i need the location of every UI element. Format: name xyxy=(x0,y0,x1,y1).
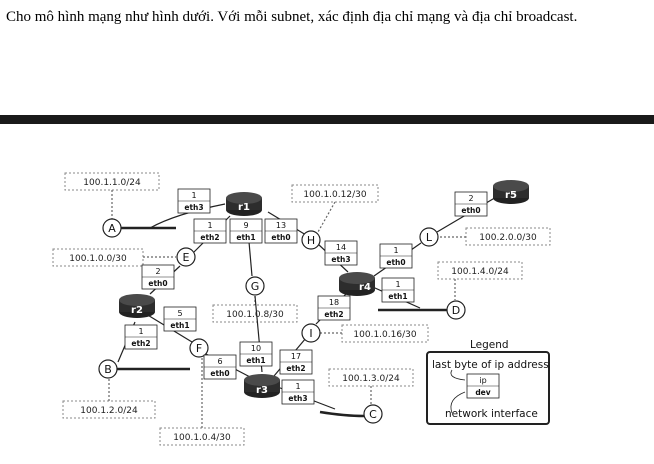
iface-r4-eth0 xyxy=(380,244,412,268)
svg-text:18: 18 xyxy=(328,298,340,307)
subnet-label-B xyxy=(63,401,155,418)
svg-text:eth3: eth3 xyxy=(184,203,204,212)
svg-text:r3: r3 xyxy=(256,385,268,396)
svg-text:100.1.1.0/24: 100.1.1.0/24 xyxy=(83,178,141,188)
subnet-label-I xyxy=(342,325,428,342)
svg-text:L: L xyxy=(425,231,433,244)
svg-text:1: 1 xyxy=(393,246,399,255)
svg-text:6: 6 xyxy=(217,357,223,366)
svg-text:eth0: eth0 xyxy=(271,233,291,242)
legend-title: Legend xyxy=(470,339,509,351)
svg-text:1: 1 xyxy=(207,221,213,230)
network-diagram xyxy=(0,124,654,464)
iface-r1-eth3 xyxy=(178,189,210,213)
svg-text:r2: r2 xyxy=(131,305,143,316)
subnet-circle-D xyxy=(447,301,465,319)
svg-text:100.1.4.0/24: 100.1.4.0/24 xyxy=(451,267,509,277)
svg-text:G: G xyxy=(250,280,260,293)
svg-text:100.2.0.0/30: 100.2.0.0/30 xyxy=(479,233,537,243)
svg-text:eth2: eth2 xyxy=(200,233,220,242)
iface-r4-eth2 xyxy=(318,296,350,320)
subnet-circle-C xyxy=(364,405,382,423)
svg-text:eth0: eth0 xyxy=(210,369,230,378)
svg-text:100.1.0.4/30: 100.1.0.4/30 xyxy=(173,433,231,443)
svg-text:100.1.0.0/30: 100.1.0.0/30 xyxy=(69,254,127,264)
subnet-label-C xyxy=(329,369,413,386)
svg-text:A: A xyxy=(108,222,116,235)
legend-ip: ip xyxy=(479,376,487,385)
subnet-circle-I xyxy=(302,324,320,342)
legend-ip-caption: last byte of ip address xyxy=(432,359,549,371)
iface-r1-eth2 xyxy=(194,219,226,243)
subnet-circle-A xyxy=(103,219,121,237)
svg-text:14: 14 xyxy=(335,243,347,252)
svg-text:eth0: eth0 xyxy=(461,206,481,215)
subnet-circle-F xyxy=(190,339,208,357)
svg-text:eth3: eth3 xyxy=(288,394,308,403)
svg-text:eth2: eth2 xyxy=(286,364,306,373)
svg-text:B: B xyxy=(104,363,112,376)
subnet-circle-H xyxy=(302,231,320,249)
svg-text:100.1.0.12/30: 100.1.0.12/30 xyxy=(303,190,367,200)
router-r1 xyxy=(226,192,262,216)
subnet-circle-L xyxy=(420,228,438,246)
svg-text:2: 2 xyxy=(468,194,474,203)
iface-r2-eth0 xyxy=(142,265,174,289)
subnet-label-G xyxy=(213,305,297,322)
svg-text:2: 2 xyxy=(155,267,161,276)
subnet-label-E xyxy=(53,249,143,266)
subnet-label-L xyxy=(466,228,550,245)
svg-text:eth0: eth0 xyxy=(386,258,406,267)
svg-text:eth1: eth1 xyxy=(388,292,408,301)
iface-r2-eth1 xyxy=(164,307,196,331)
svg-text:r1: r1 xyxy=(238,202,250,213)
subnet-label-D xyxy=(438,262,522,279)
iface-r1-eth1 xyxy=(230,219,262,243)
svg-text:E: E xyxy=(182,251,190,264)
iface-r3-eth3 xyxy=(282,380,314,404)
legend-dev: dev xyxy=(475,388,491,397)
svg-text:5: 5 xyxy=(177,309,183,318)
iface-r3-eth2 xyxy=(280,350,312,374)
svg-text:F: F xyxy=(195,342,203,355)
svg-text:100.1.0.16/30: 100.1.0.16/30 xyxy=(353,330,417,340)
iface-r3-eth0 xyxy=(204,355,236,379)
svg-text:1: 1 xyxy=(138,327,144,336)
svg-text:9: 9 xyxy=(243,221,249,230)
iface-r5-eth0 xyxy=(455,192,487,216)
subnet-label-H xyxy=(292,185,378,202)
svg-text:I: I xyxy=(309,327,313,340)
svg-text:10: 10 xyxy=(250,344,262,353)
svg-text:D: D xyxy=(451,304,461,317)
router-r4 xyxy=(339,272,375,296)
subnet-circle-E xyxy=(177,248,195,266)
svg-text:13: 13 xyxy=(275,221,287,230)
svg-text:C: C xyxy=(369,408,377,421)
svg-text:eth0: eth0 xyxy=(148,279,168,288)
svg-text:100.1.3.0/24: 100.1.3.0/24 xyxy=(342,374,400,384)
question-text: Cho mô hình mạng như hình dưới. Với mỗi subnet, xác định địa chỉ mạng và địa chỉ broadcast. xyxy=(6,9,578,25)
subnet-label-F xyxy=(160,428,244,445)
svg-text:eth1: eth1 xyxy=(170,321,190,330)
svg-text:1: 1 xyxy=(191,191,197,200)
section-divider xyxy=(0,115,654,124)
svg-text:1: 1 xyxy=(295,382,301,391)
subnet-circle-G xyxy=(246,277,264,295)
svg-text:r4: r4 xyxy=(359,282,371,293)
router-r5 xyxy=(493,180,529,204)
iface-r1-eth0 xyxy=(265,219,297,243)
iface-r4-eth1 xyxy=(382,278,414,302)
legend xyxy=(427,339,549,424)
legend-dev-caption: network interface xyxy=(445,408,538,420)
svg-text:eth2: eth2 xyxy=(324,310,344,319)
subnet-circle-B xyxy=(99,360,117,378)
svg-text:eth3: eth3 xyxy=(331,255,351,264)
iface-r4-eth3 xyxy=(325,241,357,265)
iface-r2-eth2 xyxy=(125,325,157,349)
subnet-label-A xyxy=(65,173,159,190)
svg-text:H: H xyxy=(306,234,316,247)
svg-text:100.1.0.8/30: 100.1.0.8/30 xyxy=(226,310,284,320)
iface-r3-eth1 xyxy=(240,342,272,366)
svg-text:1: 1 xyxy=(395,280,401,289)
svg-text:17: 17 xyxy=(290,352,302,361)
svg-text:r5: r5 xyxy=(505,190,517,201)
svg-text:eth1: eth1 xyxy=(246,356,266,365)
svg-text:eth1: eth1 xyxy=(236,233,256,242)
svg-text:eth2: eth2 xyxy=(131,339,151,348)
router-r2 xyxy=(119,294,155,318)
svg-text:100.1.2.0/24: 100.1.2.0/24 xyxy=(80,406,138,416)
router-r3 xyxy=(244,374,280,398)
